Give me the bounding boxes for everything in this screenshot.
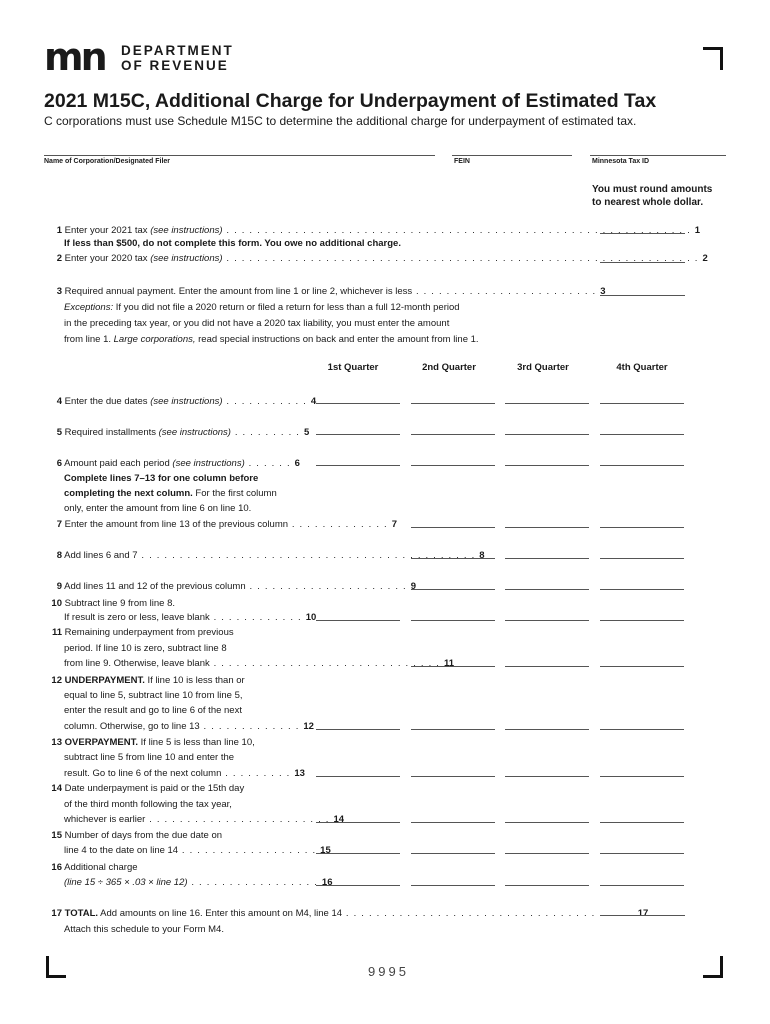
quarter-header-3: 3rd Quarter bbox=[517, 362, 569, 373]
line-6-note-1: Complete lines 7–13 for one column before bbox=[64, 473, 259, 484]
line-4-q1[interactable] bbox=[316, 403, 400, 404]
line-5-q3[interactable] bbox=[505, 434, 589, 435]
line-text: Enter your 2021 tax bbox=[64, 225, 151, 236]
line-1-note: If less than $500, do not complete this form. You owe no additional charge. bbox=[64, 238, 401, 249]
line-3 bbox=[44, 284, 606, 300]
line-6-note-2 bbox=[64, 486, 277, 502]
note-text: For the first column bbox=[192, 488, 277, 499]
line-12-q1[interactable] bbox=[316, 729, 400, 730]
line-number: 1 bbox=[56, 225, 62, 236]
line-5-q1[interactable] bbox=[316, 434, 400, 435]
line-text-italic: (see instructions) bbox=[150, 225, 223, 236]
line-13-q1[interactable] bbox=[316, 776, 400, 777]
line-number: 15 bbox=[51, 830, 62, 841]
line-ref: 2 bbox=[702, 253, 708, 264]
line-10-q4[interactable] bbox=[600, 620, 684, 621]
line-text: If line 10 is less than or bbox=[144, 675, 245, 686]
line-text: Subtract line 9 from line 8. bbox=[64, 598, 175, 609]
line-8-q4[interactable] bbox=[600, 558, 684, 559]
line-10-q1[interactable] bbox=[316, 620, 400, 621]
line-13-q3[interactable] bbox=[505, 776, 589, 777]
line-ref: 11 bbox=[443, 658, 454, 669]
line-text: Additional charge bbox=[64, 862, 138, 873]
line-8 bbox=[44, 548, 485, 564]
line-text: line 4 to the date on line 14 bbox=[64, 845, 179, 856]
line-text: Enter the due dates bbox=[64, 396, 151, 407]
line-12-q2[interactable] bbox=[411, 729, 495, 730]
line-16-q3[interactable] bbox=[505, 885, 589, 886]
line-6-q4[interactable] bbox=[600, 465, 684, 466]
line-6-q2[interactable] bbox=[411, 465, 495, 466]
line-number: 9 bbox=[56, 581, 62, 592]
line-10-q2[interactable] bbox=[411, 620, 495, 621]
dot-leader: . . . . . . . . . . . . . bbox=[288, 519, 392, 530]
line-ref: 12 bbox=[303, 721, 314, 732]
line-12-q3[interactable] bbox=[505, 729, 589, 730]
exceptions-text: If you did not file a 2020 return or filed a return for less than a full 12-month period bbox=[113, 302, 460, 313]
line-number: 13 bbox=[51, 737, 62, 748]
mn-tax-id-field[interactable] bbox=[590, 155, 726, 156]
line-4-q4[interactable] bbox=[600, 403, 684, 404]
line-11-a bbox=[44, 625, 234, 641]
line-text: Date underpayment is paid or the 15th day bbox=[64, 783, 245, 794]
line-ref: 16 bbox=[321, 877, 333, 888]
note-text-bold: completing the next column. bbox=[64, 488, 193, 499]
line-14-q2[interactable] bbox=[411, 822, 495, 823]
line-text-italic: (see instructions) bbox=[150, 396, 223, 407]
line-17-amount[interactable] bbox=[600, 915, 685, 916]
line-17-note: Attach this schedule to your Form M4. bbox=[64, 924, 224, 935]
line-ref: 15 bbox=[320, 845, 331, 856]
crop-mark-bottom-right bbox=[703, 956, 723, 978]
quarter-header-2: 2nd Quarter bbox=[422, 362, 476, 373]
line-6-note-3: only, enter the amount from line 6 on line 10. bbox=[64, 503, 252, 514]
round-note-line1: You must round amounts bbox=[592, 184, 713, 195]
line-ref: 6 bbox=[294, 458, 300, 469]
line-number: 14 bbox=[51, 783, 62, 794]
line-14-q3[interactable] bbox=[505, 822, 589, 823]
line-12-a bbox=[44, 673, 245, 689]
line-text: Enter your 2020 tax bbox=[64, 253, 151, 264]
line-text-italic: (see instructions) bbox=[158, 427, 231, 438]
name-field[interactable] bbox=[44, 155, 435, 156]
mn-logo-mark: mn bbox=[44, 35, 105, 79]
line-9-q4[interactable] bbox=[600, 589, 684, 590]
dot-leader: . . . . . . . . . . . . . . . . . . . . . . . . . . . . . . . . . . . . . . bbox=[342, 908, 638, 919]
line-number: 3 bbox=[56, 286, 62, 297]
line-7-q2[interactable] bbox=[411, 527, 495, 528]
line-text: column. Otherwise, go to line 13 bbox=[64, 721, 200, 732]
department-name-line2: OF REVENUE bbox=[121, 58, 229, 73]
line-13-a bbox=[44, 735, 255, 751]
line-13-b: subtract line 5 from line 10 and enter the bbox=[64, 752, 235, 763]
line-ref: 10 bbox=[305, 612, 317, 623]
dot-leader: . . . . . . . . . . . . . . . . . . . . . . . . . . . . . . . . . . . . . . . . . . . . . . . . . . . . . . . . . . . . . . bbox=[222, 253, 703, 264]
dot-leader: . . . . . . . . . . . . . . . . . . . . . . . . bbox=[412, 286, 601, 297]
dot-leader: . . . . . . . . . . . . . . . . . . . . . . . . bbox=[145, 814, 334, 825]
line-11-q4[interactable] bbox=[600, 666, 684, 667]
line-4-q2[interactable] bbox=[411, 403, 495, 404]
line-text-bold: TOTAL. bbox=[64, 908, 99, 919]
exceptions-text: read special instructions on back and enter the amount from line 1. bbox=[195, 334, 479, 345]
line-number: 10 bbox=[51, 598, 62, 609]
line-3-exceptions-2: in the preceding tax year, or you did not have a 2020 tax liability, you must enter the amount bbox=[64, 318, 450, 329]
line-11-q3[interactable] bbox=[505, 666, 589, 667]
line-ref: 14 bbox=[333, 814, 345, 825]
exceptions-label: Exceptions: bbox=[64, 302, 114, 313]
line-ref: 7 bbox=[391, 519, 397, 530]
line-text-bold: OVERPAYMENT. bbox=[64, 737, 139, 748]
line-ref: 1 bbox=[694, 225, 701, 236]
name-label: Name of Corporation/Designated Filer bbox=[44, 158, 171, 165]
line-text: Required installments bbox=[64, 427, 159, 438]
line-4-q3[interactable] bbox=[505, 403, 589, 404]
line-number: 12 bbox=[51, 675, 62, 686]
line-16-q1[interactable] bbox=[316, 885, 400, 886]
line-text: Add amounts on line 16. Enter this amount on M4, line 14 bbox=[98, 908, 343, 919]
line-text: result. Go to line 6 of the next column bbox=[64, 768, 222, 779]
line-ref: 9 bbox=[410, 581, 417, 592]
exceptions-text-italic: Large corporations, bbox=[113, 334, 196, 345]
line-8-q3[interactable] bbox=[505, 558, 589, 559]
line-number: 4 bbox=[56, 396, 62, 407]
line-text-italic: (see instructions) bbox=[150, 253, 223, 264]
dot-leader: . . . . . . . . . bbox=[221, 768, 295, 779]
line-7-q4[interactable] bbox=[600, 527, 684, 528]
line-6-q1[interactable] bbox=[316, 465, 400, 466]
line-15-b bbox=[64, 843, 331, 859]
line-6-q3[interactable] bbox=[505, 465, 589, 466]
line-text: Enter the amount from line 13 of the previous column bbox=[64, 519, 289, 530]
form-subtitle: C corporations must use Schedule M15C to determine the additional charge for underpayment of estimated tax. bbox=[44, 114, 637, 128]
line-5-q2[interactable] bbox=[411, 434, 495, 435]
line-text: Add lines 11 and 12 of the previous column bbox=[64, 581, 246, 592]
line-9-q2[interactable] bbox=[411, 589, 495, 590]
line-13-c bbox=[64, 766, 305, 782]
fein-field[interactable] bbox=[452, 155, 572, 156]
line-1-amount[interactable] bbox=[600, 233, 685, 234]
line-5-q4[interactable] bbox=[600, 434, 684, 435]
line-17 bbox=[44, 906, 648, 922]
line-9-q3[interactable] bbox=[505, 589, 589, 590]
line-3-exceptions-3 bbox=[64, 332, 479, 348]
line-14-a bbox=[44, 781, 244, 797]
line-10-q3[interactable] bbox=[505, 620, 589, 621]
line-16-b bbox=[64, 875, 333, 891]
line-2-amount[interactable] bbox=[600, 262, 685, 263]
line-text-italic: (line 15 ÷ 365 × .03 × line 12) bbox=[64, 877, 188, 888]
line-12-d bbox=[64, 719, 314, 735]
dot-leader: . . . . . . . . . . . . . . . . . . . . . . . . . . . . . . . . . . . . . . . . . . . . bbox=[137, 550, 480, 561]
line-5 bbox=[44, 425, 309, 441]
line-12-c: enter the result and go to line 6 of the next bbox=[64, 705, 242, 716]
line-text: Add lines 6 and 7 bbox=[64, 550, 138, 561]
line-14-b: of the third month following the tax year, bbox=[64, 799, 232, 810]
line-14-c bbox=[64, 812, 344, 828]
line-3-exceptions-1 bbox=[64, 300, 460, 316]
line-text: If result is zero or less, leave blank bbox=[64, 612, 210, 623]
line-text: Number of days from the due date on bbox=[64, 830, 223, 841]
line-ref: 3 bbox=[600, 286, 606, 297]
line-number: 16 bbox=[51, 862, 62, 873]
crop-mark-bottom-left bbox=[46, 956, 66, 978]
line-14-q1[interactable] bbox=[316, 822, 400, 823]
dot-leader: . . . . . . . . . . . . . bbox=[199, 721, 304, 732]
dot-leader: . . . . . . . . . bbox=[230, 427, 304, 438]
line-7 bbox=[44, 517, 397, 533]
line-12-b: equal to line 5, subtract line 10 from line 5, bbox=[64, 690, 243, 701]
line-13-q2[interactable] bbox=[411, 776, 495, 777]
line-15-a bbox=[44, 828, 222, 844]
exceptions-text: from line 1. bbox=[64, 334, 114, 345]
quarter-header-4: 4th Quarter bbox=[616, 362, 668, 373]
form-title: 2021 M15C, Additional Charge for Underpayment of Estimated Tax bbox=[44, 90, 657, 112]
fein-label: FEIN bbox=[454, 158, 470, 165]
line-number: 5 bbox=[56, 427, 62, 438]
line-15-q1[interactable] bbox=[316, 853, 400, 854]
line-15-q2[interactable] bbox=[411, 853, 495, 854]
line-text: whichever is earlier bbox=[64, 814, 146, 825]
line-6 bbox=[44, 456, 300, 472]
line-3-amount[interactable] bbox=[600, 295, 685, 296]
line-text: If line 5 is less than line 10, bbox=[138, 737, 255, 748]
line-text: from line 9. Otherwise, leave blank bbox=[64, 658, 210, 669]
crop-mark-top-right bbox=[703, 47, 723, 70]
line-text: Required annual payment. Enter the amount from line 1 or line 2, whichever is less bbox=[64, 286, 413, 297]
line-ref: 13 bbox=[294, 768, 305, 779]
dot-leader: . . . . . . . . . . . bbox=[222, 396, 311, 407]
dot-leader: . . . . . . . . . . . . . . . . . bbox=[187, 877, 322, 888]
line-text-italic: (see instructions) bbox=[172, 458, 245, 469]
line-11-b: period. If line 10 is zero, subtract line 8 bbox=[64, 643, 227, 654]
dot-leader: . . . . . . . . . . . . . . . . . . . . . . . . . . . . . . . . . . . . . . . . . . . . . . . . . . . . . . . . . . . . . bbox=[222, 225, 695, 236]
line-9 bbox=[44, 579, 416, 595]
dot-leader: . . . . . . . . . . . . . . . . . . . . . bbox=[245, 581, 411, 592]
line-13-q4[interactable] bbox=[600, 776, 684, 777]
form-code: 9995 bbox=[368, 964, 409, 979]
line-text: Remaining underpayment from previous bbox=[64, 627, 234, 638]
line-14-q4[interactable] bbox=[600, 822, 684, 823]
line-12-q4[interactable] bbox=[600, 729, 684, 730]
quarter-header-1: 1st Quarter bbox=[327, 362, 379, 373]
line-number: 7 bbox=[56, 519, 62, 530]
dot-leader: . . . . . . . . . . . . bbox=[209, 612, 306, 623]
line-11-q2[interactable] bbox=[411, 666, 495, 667]
round-note-line2: to nearest whole dollar. bbox=[592, 197, 704, 208]
line-16-q2[interactable] bbox=[411, 885, 495, 886]
line-ref: 17 bbox=[637, 908, 649, 919]
line-8-q2[interactable] bbox=[411, 558, 495, 559]
line-16-q4[interactable] bbox=[600, 885, 684, 886]
line-number: 17 bbox=[51, 908, 62, 919]
line-11-c bbox=[64, 656, 454, 672]
line-number: 6 bbox=[56, 458, 62, 469]
dot-leader: . . . . . . bbox=[244, 458, 295, 469]
mn-tax-id-label: Minnesota Tax ID bbox=[592, 158, 650, 165]
line-ref: 4 bbox=[310, 396, 317, 407]
dot-leader: . . . . . . . . . . . . . . . . . . bbox=[178, 845, 321, 856]
line-4 bbox=[44, 394, 316, 410]
line-number: 2 bbox=[56, 253, 62, 264]
line-text: Amount paid each period bbox=[64, 458, 173, 469]
line-2 bbox=[44, 251, 708, 267]
line-ref: 8 bbox=[479, 550, 485, 561]
dot-leader: . . . . . . . . . . . . . . . . . . . . . . . . . . . . . . bbox=[209, 658, 444, 669]
line-text-bold: UNDERPAYMENT. bbox=[64, 675, 145, 686]
line-ref: 5 bbox=[303, 427, 310, 438]
line-15-q4[interactable] bbox=[600, 853, 684, 854]
line-15-q3[interactable] bbox=[505, 853, 589, 854]
line-7-q3[interactable] bbox=[505, 527, 589, 528]
line-number: 8 bbox=[56, 550, 62, 561]
department-name-line1: DEPARTMENT bbox=[121, 43, 234, 58]
line-number: 11 bbox=[51, 627, 62, 638]
line-10-b bbox=[64, 610, 316, 626]
line-16-a bbox=[44, 860, 138, 876]
